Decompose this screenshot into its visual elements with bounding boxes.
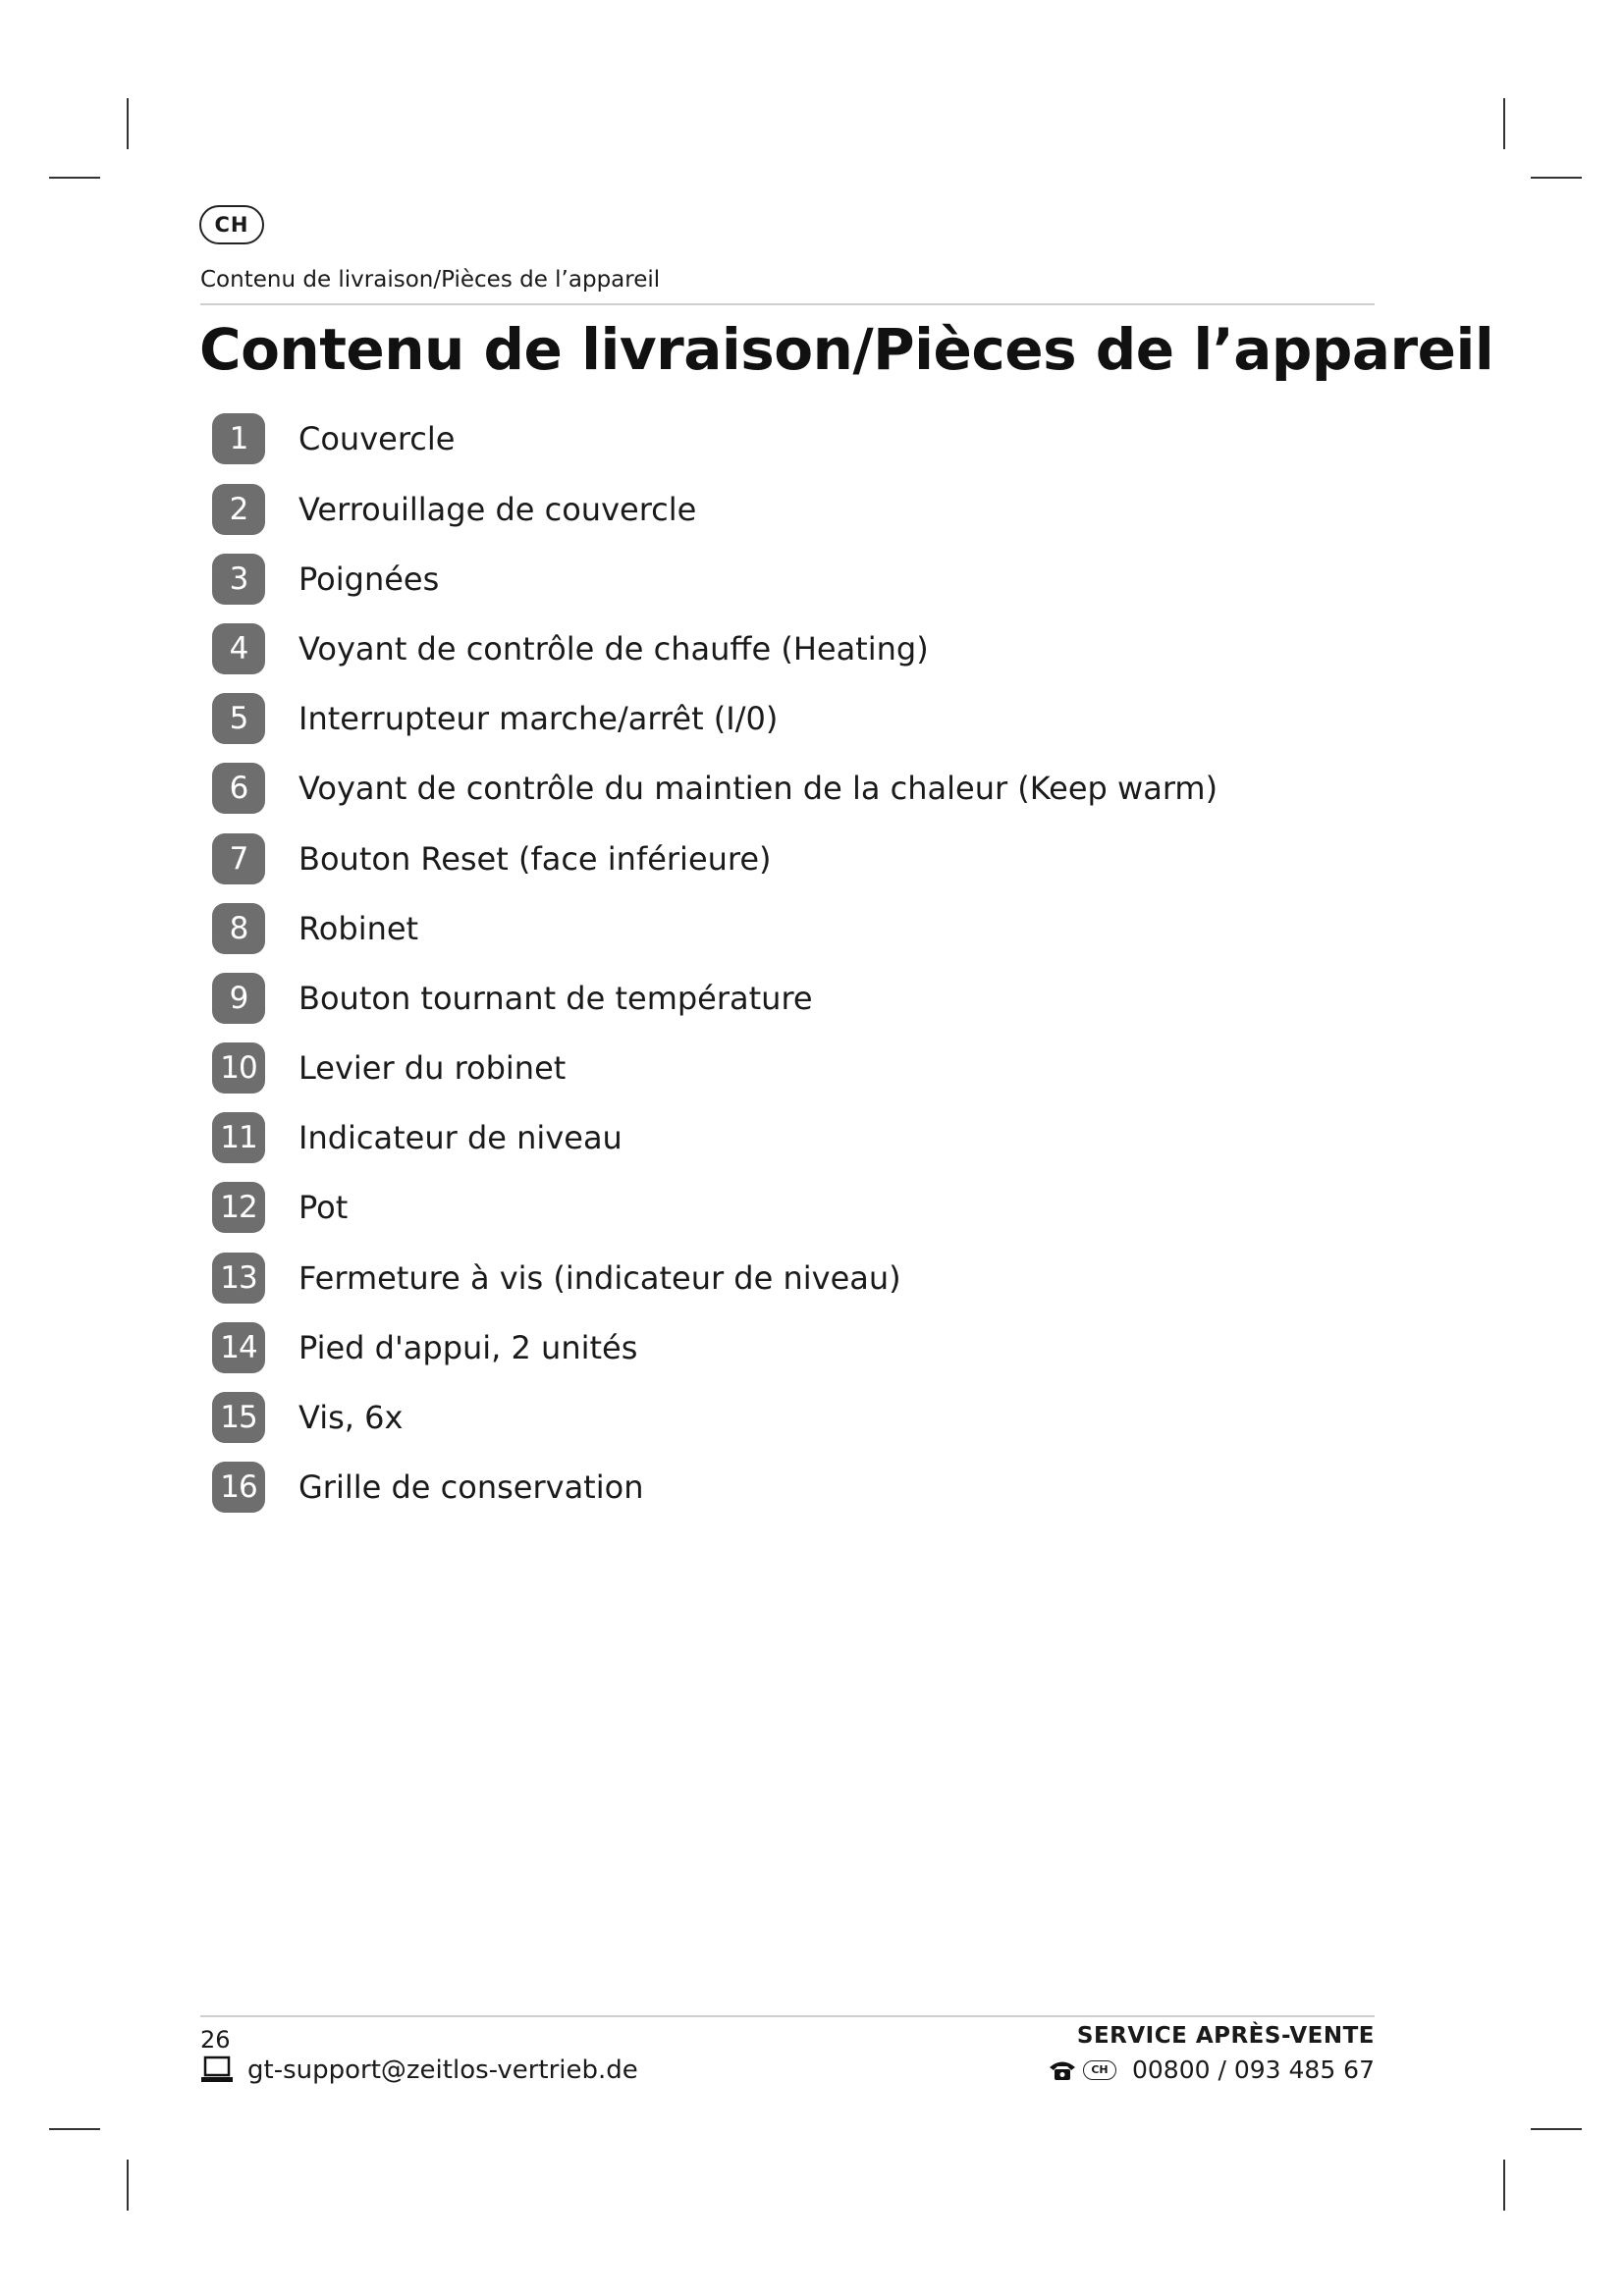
list-item <box>212 832 772 885</box>
part-label: Voyant de contrôle du maintien de la chaleur (Keep warm) <box>298 770 1218 807</box>
telephone-icon <box>1048 2058 1077 2082</box>
list-item <box>212 1321 637 1374</box>
running-head: Contenu de livraison/Pièces de l’appareil <box>200 267 661 293</box>
part-label: Verrouillage de couvercle <box>298 491 697 528</box>
crop-mark <box>49 177 100 179</box>
part-number-badge: 7 <box>212 833 265 884</box>
part-number-badge: 13 <box>212 1253 265 1304</box>
part-label: Fermeture à vis (indicateur de niveau) <box>298 1259 901 1297</box>
part-label: Levier du robinet <box>298 1049 567 1087</box>
crop-mark <box>1503 98 1505 149</box>
part-label: Vis, 6x <box>298 1399 404 1436</box>
list-item <box>212 412 455 465</box>
list-item <box>212 1391 403 1444</box>
part-number-badge: 4 <box>212 623 265 674</box>
part-number-badge: 1 <box>212 413 265 464</box>
part-number-badge: 3 <box>212 554 265 605</box>
list-item <box>212 1252 901 1305</box>
crop-mark <box>1531 2128 1582 2130</box>
part-number-badge: 15 <box>212 1392 265 1443</box>
part-number-badge: 11 <box>212 1112 265 1163</box>
part-number-badge: 6 <box>212 763 265 814</box>
crop-mark <box>127 98 129 149</box>
service-phone <box>1048 2056 1375 2084</box>
header-rule <box>200 303 1375 305</box>
part-label: Robinet <box>298 910 419 947</box>
part-number-badge: 8 <box>212 903 265 954</box>
part-number-badge: 2 <box>212 484 265 535</box>
list-item <box>212 692 778 745</box>
part-number-badge: 10 <box>212 1042 265 1094</box>
list-item <box>212 553 439 606</box>
phone-number: 00800 / 093 485 67 <box>1132 2056 1375 2084</box>
part-label: Pot <box>298 1189 349 1226</box>
list-item <box>212 902 418 955</box>
support-email-text: gt-support@zeitlos-vertrieb.de <box>247 2056 638 2085</box>
part-label: Grille de conservation <box>298 1468 644 1506</box>
part-number-badge: 9 <box>212 973 265 1024</box>
list-item <box>212 1181 348 1234</box>
footer-rule <box>200 2015 1375 2017</box>
list-item <box>212 972 813 1025</box>
country-badge: CH <box>199 205 264 244</box>
crop-mark <box>127 2160 129 2211</box>
part-label: Pied d'appui, 2 unités <box>298 1329 638 1366</box>
part-label: Interrupteur marche/arrêt (I/0) <box>298 700 779 737</box>
part-number-badge: 12 <box>212 1182 265 1233</box>
list-item <box>212 622 929 675</box>
service-heading: SERVICE APRÈS-VENTE <box>1076 2023 1375 2049</box>
part-label: Poignées <box>298 561 440 598</box>
part-label: Voyant de contrôle de chauffe (Heating) <box>298 630 929 667</box>
page-number: 26 <box>200 2026 231 2054</box>
list-item <box>212 1461 643 1514</box>
list-item <box>212 762 1218 815</box>
part-label: Bouton Reset (face inférieure) <box>298 840 772 878</box>
part-label: Bouton tournant de température <box>298 980 813 1017</box>
list-item <box>212 1041 566 1095</box>
crop-mark <box>1503 2160 1505 2211</box>
part-number-badge: 16 <box>212 1462 265 1513</box>
part-number-badge: 5 <box>212 693 265 744</box>
part-label: Couvercle <box>298 420 456 457</box>
crop-mark <box>49 2128 100 2130</box>
list-item <box>212 1111 623 1164</box>
list-item <box>212 483 696 536</box>
part-number-badge: 14 <box>212 1322 265 1373</box>
laptop-icon <box>200 2056 234 2085</box>
part-label: Indicateur de niveau <box>298 1119 623 1156</box>
page-title: Contenu de livraison/Pièces de l’appareil <box>199 316 1494 383</box>
crop-mark <box>1531 177 1582 179</box>
support-email[interactable] <box>200 2056 638 2085</box>
phone-country-badge: CH <box>1083 2060 1116 2080</box>
